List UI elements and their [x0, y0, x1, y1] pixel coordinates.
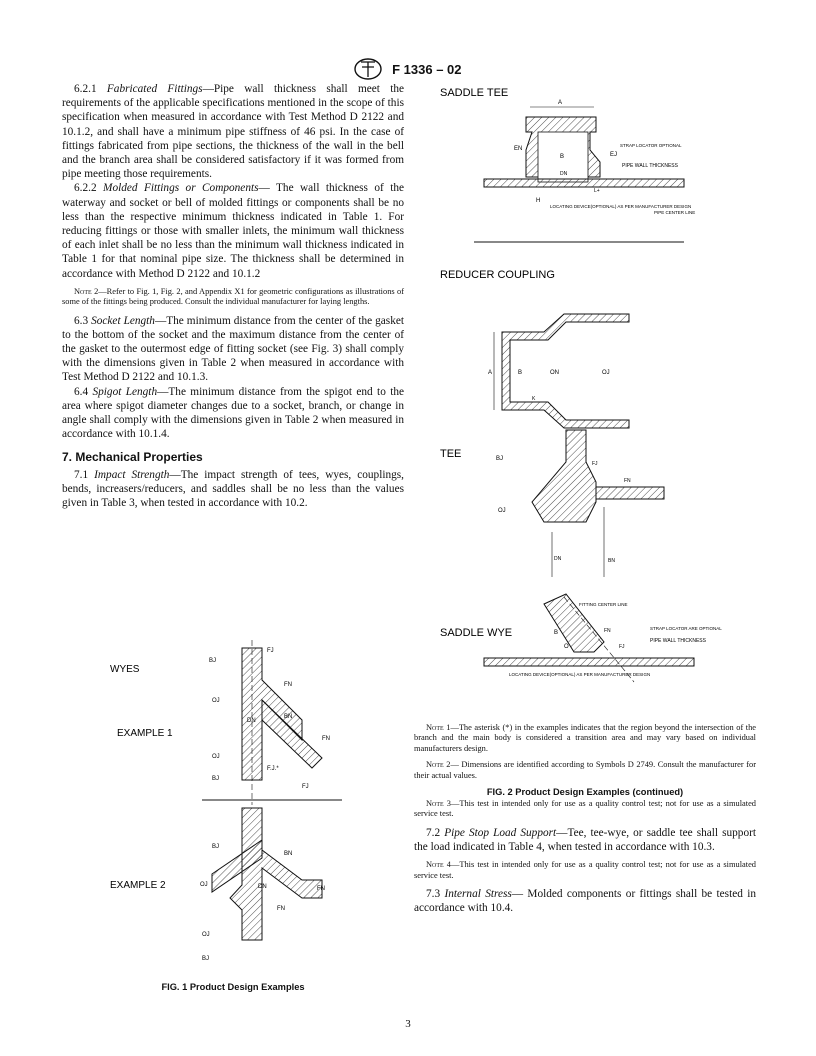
svg-text:FN: FN: [604, 628, 611, 634]
svg-text:FN: FN: [284, 682, 292, 688]
figure-1: [62, 630, 404, 990]
svg-text:DN: DN: [247, 718, 256, 724]
svg-text:BN: BN: [608, 558, 615, 564]
note-3: Note 3—This test in intended only for use as a quality control test; not for use as a simulated service test.: [414, 799, 756, 819]
svg-text:FN: FN: [624, 478, 631, 484]
svg-text:OJ: OJ: [200, 882, 208, 888]
paragraph-7-1: 7.1 Impact Strength—The impact strength of tees, wyes, couplings, bends, increasers/reducers, and saddles shall be no less than the values given in Table 3, when tested in accordance with 10.2.: [62, 468, 405, 510]
svg-text:PIPE WALL THICKNESS: PIPE WALL THICKNESS: [622, 163, 678, 169]
svg-text:BJ: BJ: [202, 956, 210, 962]
svg-text:H: H: [536, 198, 541, 204]
document-designation: F 1336 – 02: [392, 61, 462, 77]
figure-2-drawing: [414, 82, 756, 712]
svg-text:ON: ON: [550, 370, 559, 376]
svg-text:EN: EN: [514, 146, 523, 152]
svg-text:FJ: FJ: [619, 644, 625, 650]
svg-text:FN: FN: [322, 736, 330, 742]
svg-text:FJ: FJ: [267, 648, 274, 654]
svg-text:BJ: BJ: [212, 844, 220, 850]
svg-text:BJ: BJ: [496, 456, 504, 462]
svg-text:O: O: [564, 644, 569, 650]
svg-text:LOCATING DEVICE(OPTIONAL) AS P: LOCATING DEVICE(OPTIONAL) AS PER MANUFACTURER DESIGN: [509, 672, 651, 677]
svg-text:EJ: EJ: [610, 152, 618, 158]
paragraph-6-3: 6.3 Socket Length—The minimum distance from the center of the gasket to the bottom of the socket and the maximum distance from the center of the gasket to the outermost edge of fitting socket (see Fig. 3) shall comply with the dimensions given in Table 2 when measured in accordance with Test Method D 2122 and 10.1.3.: [62, 314, 405, 384]
paragraph-7-2: 7.2 Pipe Stop Load Support—Tee, tee-wye, or saddle tee shall support the load indicated in Table 4, when tested in accordance with 10.3.: [414, 826, 756, 854]
paragraph-7-3: 7.3 Internal Stress— Molded components or fittings shall be tested in accordance with 10.4.: [414, 888, 756, 915]
example-2-label: EXAMPLE 2: [110, 880, 166, 891]
figure-1-drawing: [62, 630, 404, 975]
svg-text:F.J.*: F.J.*: [267, 766, 279, 772]
fig2-note-1: Note 1—The asterisk (*) in the examples indicates that the region beyond the intersection of the branch and the main body is considered a transition area and may vary based on individual manufacturers design.: [414, 723, 757, 753]
paragraph-6-4: 6.4 Spigot Length—The minimum distance from the spigot end to the area where spigot diameter changes due to a socket, branch, or change in angle shall comply with the dimensions given in Table 2 when measured in accordance with 10.1.4.: [62, 385, 404, 441]
paragraph-6-2-1: 6.2.1 Fabricated Fittings—Pipe wall thickness shall meet the requirements of the applicable specifications mentioned in the scope of this specification when measured in accordance with Test Method D 2122 and 10.1.2, and shall have a minimum pipe stiffness of 46 psi. In the case of fittings fabricated from pipe sections, the thickness of the wall in the bell and the branch area shall be considered satisfactory if it was formed from pipe meeting those requirements.: [62, 83, 405, 181]
svg-text:FJ: FJ: [592, 461, 598, 467]
figure-2: [414, 82, 757, 798]
note-4: Note 4—This test in intended only for use as a quality control test; not for use as a simulated service test.: [414, 860, 756, 880]
svg-text:DN: DN: [258, 884, 267, 890]
svg-text:DN: DN: [560, 171, 568, 177]
svg-text:A: A: [488, 370, 493, 376]
svg-text:K: K: [532, 396, 536, 402]
svg-text:BN: BN: [284, 851, 293, 857]
svg-text:OJ: OJ: [212, 698, 220, 704]
svg-text:BJ: BJ: [209, 658, 217, 664]
example-1-label: EXAMPLE 1: [117, 728, 173, 739]
left-column: [62, 82, 404, 510]
saddle-tee-drawing: [474, 100, 695, 242]
saddle-tee-label: SADDLE TEE: [440, 87, 509, 99]
svg-text:L+: L+: [594, 188, 600, 194]
svg-text:FN: FN: [277, 906, 285, 912]
figure-2-caption: FIG. 2 Product Design Examples (continued): [486, 787, 684, 798]
reducer-coupling-drawing: [488, 314, 629, 428]
svg-text:STRAP LOCATOR ARE OPTIONAL: STRAP LOCATOR ARE OPTIONAL: [650, 626, 722, 631]
svg-text:FN: FN: [317, 886, 325, 892]
svg-text:B: B: [560, 154, 565, 160]
figure-1-caption: FIG. 1 Product Design Examples: [161, 982, 305, 992]
wyes-label: WYES: [110, 664, 140, 675]
fig2-note-2: Note 2— Dimensions are identified according to Symbols D 2749. Consult the manufacturer for their actual values.: [414, 760, 756, 780]
svg-text:LOCATING DEVICE(OPTIONAL) AS P: LOCATING DEVICE(OPTIONAL) AS PER MANUFACTURER DESIGN: [550, 204, 692, 209]
section-7-heading: 7. Mechanical Properties: [62, 450, 203, 465]
astm-logo-icon: [354, 58, 382, 83]
svg-text:A: A: [558, 100, 563, 106]
svg-text:STRAP LOCATOR OPTIONAL: STRAP LOCATOR OPTIONAL: [620, 143, 682, 148]
right-column: [414, 793, 756, 915]
svg-text:PIPE CENTER LINE: PIPE CENTER LINE: [654, 210, 696, 215]
saddle-wye-label: SADDLE WYE: [440, 627, 513, 639]
reducer-coupling-label: REDUCER COUPLING: [440, 269, 555, 281]
tee-drawing: [496, 430, 664, 577]
page-header: [0, 58, 816, 83]
page-number: 3: [405, 1018, 411, 1030]
example-1-drawing: [202, 640, 342, 805]
paragraph-6-2-2: 6.2.2 Molded Fittings or Components— The wall thickness of the waterway and socket or bell of molded fittings or components shall be no less than the respective minimum thickness indicated in Table 1. For reducing fittings or those with smaller inlets, the minimum wall thickness of each inlet shall be no less than the minimum wall thickness indicated in Table 1 for that nominal pipe size. The thickness shall be determined in accordance with Method D 2122 and 10.1.2: [62, 182, 404, 280]
svg-text:B: B: [554, 630, 559, 636]
svg-text:FITTING CENTER LINE: FITTING CENTER LINE: [579, 602, 628, 607]
svg-text:FJ: FJ: [302, 784, 309, 790]
svg-text:DN: DN: [554, 556, 562, 562]
svg-text:OJ: OJ: [202, 932, 210, 938]
svg-text:BN: BN: [284, 714, 293, 720]
saddle-wye-drawing: [484, 594, 722, 682]
svg-text:BJ: BJ: [212, 776, 220, 782]
svg-text:OJ: OJ: [498, 508, 506, 514]
svg-text:PIPE WALL THICKNESS: PIPE WALL THICKNESS: [650, 638, 706, 644]
note-2: Note 2—Refer to Fig. 1, Fig. 2, and Appendix X1 for geometric configurations as illustrations of some of the fittings being produced. Consult the individual manufacturer for laying lengths.: [62, 286, 404, 307]
tee-label: TEE: [440, 448, 462, 460]
example-2-drawing: [200, 808, 325, 962]
svg-text:OJ: OJ: [602, 370, 610, 376]
svg-text:OJ: OJ: [212, 754, 220, 760]
svg-text:B: B: [518, 370, 523, 376]
